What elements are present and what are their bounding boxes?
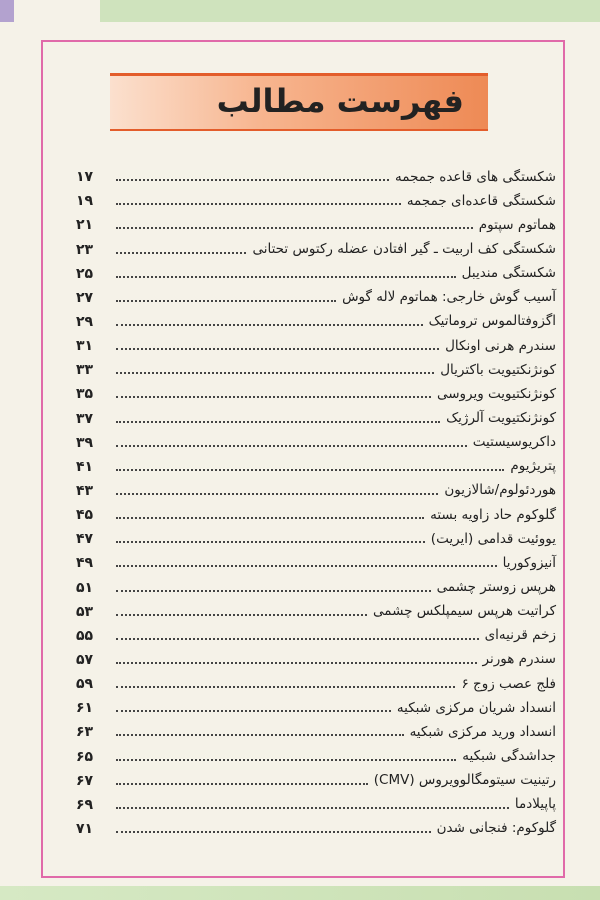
toc-leader-dots bbox=[116, 371, 434, 374]
toc-entry-page: ۴۱ bbox=[76, 458, 94, 475]
toc-leader-dots bbox=[116, 202, 401, 205]
toc-entry-title: هوردئولوم/شالازیون bbox=[444, 482, 556, 499]
page-title: فهرست مطالب bbox=[216, 82, 464, 120]
top-green-band bbox=[100, 0, 600, 22]
toc-entry-title: شکستگی های قاعده جمجمه bbox=[395, 168, 556, 185]
toc-leader-dots bbox=[116, 323, 423, 326]
toc-entry bbox=[76, 790, 556, 814]
toc-entry bbox=[76, 572, 556, 596]
toc-leader-dots bbox=[116, 782, 368, 785]
toc-entry bbox=[76, 210, 556, 234]
toc-entry bbox=[76, 741, 556, 765]
toc-entry bbox=[76, 500, 556, 524]
bottom-green-band bbox=[0, 886, 600, 900]
toc-leader-dots bbox=[116, 613, 367, 616]
toc-leader-dots bbox=[116, 733, 404, 736]
toc-entry-page: ۲۹ bbox=[76, 313, 94, 330]
toc-entry-page: ۲۷ bbox=[76, 289, 94, 306]
toc-entry-page: ۴۷ bbox=[76, 531, 94, 548]
toc-entry-title: داکریوسیستیت bbox=[472, 434, 556, 451]
toc-entry-title: هماتوم سپتوم bbox=[478, 216, 556, 233]
toc-entry-page: ۲۱ bbox=[76, 217, 94, 234]
toc-leader-dots bbox=[116, 468, 504, 471]
toc-leader-dots bbox=[116, 178, 389, 181]
toc-leader-dots bbox=[116, 589, 431, 592]
toc-entry-page: ۵۹ bbox=[76, 676, 94, 693]
toc-entry bbox=[76, 234, 556, 258]
toc-entry bbox=[76, 597, 556, 621]
toc-entry-title: آنیزوکوریا bbox=[502, 554, 556, 571]
toc-entry-page: ۴۹ bbox=[76, 555, 94, 572]
toc-entry bbox=[76, 307, 556, 331]
toc-entry-title: شکستگی کف اربیت ـ گیر افتادن عضله رکتوس تحتانی bbox=[252, 241, 556, 258]
toc-entry-title: کونژنکتیویت ویروسی bbox=[436, 385, 556, 402]
toc-entry-page: ۳۳ bbox=[76, 362, 94, 379]
toc-leader-dots bbox=[116, 685, 455, 688]
toc-leader-dots bbox=[116, 492, 438, 495]
toc-entry bbox=[76, 621, 556, 645]
toc-entry bbox=[76, 452, 556, 476]
toc-entry bbox=[76, 524, 556, 548]
toc-entry bbox=[76, 283, 556, 307]
toc-leader-dots bbox=[116, 540, 425, 543]
toc-entry-page: ۴۳ bbox=[76, 482, 94, 499]
toc-leader-dots bbox=[116, 830, 431, 833]
toc-entry-title: شکستگی مندیبل bbox=[461, 265, 556, 282]
toc-entry-page: ۶۹ bbox=[76, 796, 94, 813]
toc-entry-page: ۶۵ bbox=[76, 748, 94, 765]
toc-leader-dots bbox=[116, 420, 440, 423]
toc-entry-page: ۳۷ bbox=[76, 410, 94, 427]
toc-leader-dots bbox=[116, 444, 467, 447]
title-banner bbox=[110, 73, 488, 131]
toc-entry-title: اگزوفتالموس تروماتیک bbox=[428, 313, 556, 330]
toc-entry bbox=[76, 428, 556, 452]
toc-entry-title: فلج عصب زوج ۶ bbox=[461, 675, 556, 692]
toc-entry-title: شکستگی قاعده‌ای جمجمه bbox=[406, 192, 556, 209]
toc-entry-title: پتریژیوم bbox=[510, 458, 556, 475]
toc-entry bbox=[76, 645, 556, 669]
toc-entry-page: ۳۵ bbox=[76, 386, 94, 403]
toc-entry-page: ۶۱ bbox=[76, 700, 94, 717]
toc-entry-page: ۱۹ bbox=[76, 193, 94, 210]
toc-entry bbox=[76, 162, 556, 186]
toc-entry bbox=[76, 693, 556, 717]
toc-leader-dots bbox=[116, 275, 456, 278]
toc-entry-page: ۳۹ bbox=[76, 434, 94, 451]
toc-leader-dots bbox=[116, 564, 497, 567]
toc-leader-dots bbox=[116, 709, 391, 712]
toc-entry-page: ۴۵ bbox=[76, 507, 94, 524]
top-purple-band bbox=[0, 0, 14, 22]
toc-leader-dots bbox=[116, 806, 509, 809]
toc-entry bbox=[76, 814, 556, 838]
toc-entry-page: ۵۱ bbox=[76, 579, 94, 596]
toc-entry-page: ۵۷ bbox=[76, 651, 94, 668]
toc-entry bbox=[76, 379, 556, 403]
toc-entry-title: زخم قرنیه‌ای bbox=[484, 627, 556, 644]
toc-entry bbox=[76, 403, 556, 427]
toc-entry-title: گلوکوم حاد زاویه بسته bbox=[430, 506, 556, 523]
table-of-contents bbox=[76, 162, 556, 838]
toc-entry-title: کونژنکتیویت آلرژیک bbox=[446, 410, 556, 427]
toc-entry-page: ۱۷ bbox=[76, 169, 94, 186]
toc-entry-page: ۵۵ bbox=[76, 627, 94, 644]
toc-entry-title: جداشدگی شبکیه bbox=[462, 748, 556, 765]
toc-entry-title: آسیب گوش خارجی: هماتوم لاله گوش bbox=[342, 289, 556, 306]
toc-leader-dots bbox=[116, 251, 246, 254]
toc-leader-dots bbox=[116, 637, 479, 640]
toc-entry-page: ۲۵ bbox=[76, 265, 94, 282]
toc-entry-title: سندرم هرنی اونکال bbox=[445, 337, 556, 354]
toc-leader-dots bbox=[116, 347, 439, 350]
toc-entry bbox=[76, 669, 556, 693]
toc-leader-dots bbox=[116, 226, 473, 229]
toc-entry-title: انسداد ورید مرکزی شبکیه bbox=[409, 723, 556, 740]
toc-entry bbox=[76, 355, 556, 379]
toc-entry-title: رتینیت سیتومگالوویروس (CMV) bbox=[373, 772, 556, 789]
toc-leader-dots bbox=[116, 758, 456, 761]
toc-entry-title: گلوکوم: فنجانی شدن bbox=[436, 820, 556, 837]
toc-entry-page: ۵۳ bbox=[76, 603, 94, 620]
toc-entry bbox=[76, 766, 556, 790]
toc-leader-dots bbox=[116, 661, 477, 664]
toc-entry-title: کراتیت هرپس سیمپلکس چشمی bbox=[373, 603, 556, 620]
toc-entry bbox=[76, 717, 556, 741]
toc-entry-page: ۷۱ bbox=[76, 820, 94, 837]
toc-entry-page: ۳۱ bbox=[76, 338, 94, 355]
toc-entry-page: ۲۳ bbox=[76, 241, 94, 258]
toc-entry bbox=[76, 186, 556, 210]
toc-entry-page: ۶۷ bbox=[76, 772, 94, 789]
toc-leader-dots bbox=[116, 395, 431, 398]
toc-entry-title: سندرم هورنر bbox=[482, 651, 556, 668]
toc-entry bbox=[76, 331, 556, 355]
toc-entry-title: یووئیت قدامی (ایریت) bbox=[430, 530, 556, 547]
toc-entry-page: ۶۳ bbox=[76, 724, 94, 741]
toc-entry-title: پاپیلادما bbox=[514, 796, 556, 813]
toc-entry bbox=[76, 548, 556, 572]
toc-leader-dots bbox=[116, 299, 336, 302]
toc-entry bbox=[76, 476, 556, 500]
toc-entry-title: هرپس زوستر چشمی bbox=[436, 579, 556, 596]
toc-entry bbox=[76, 259, 556, 283]
toc-entry-title: کونژنکتیویت باکتریال bbox=[440, 361, 556, 378]
toc-entry-title: انسداد شریان مرکزی شبکیه bbox=[396, 699, 556, 716]
toc-leader-dots bbox=[116, 516, 424, 519]
